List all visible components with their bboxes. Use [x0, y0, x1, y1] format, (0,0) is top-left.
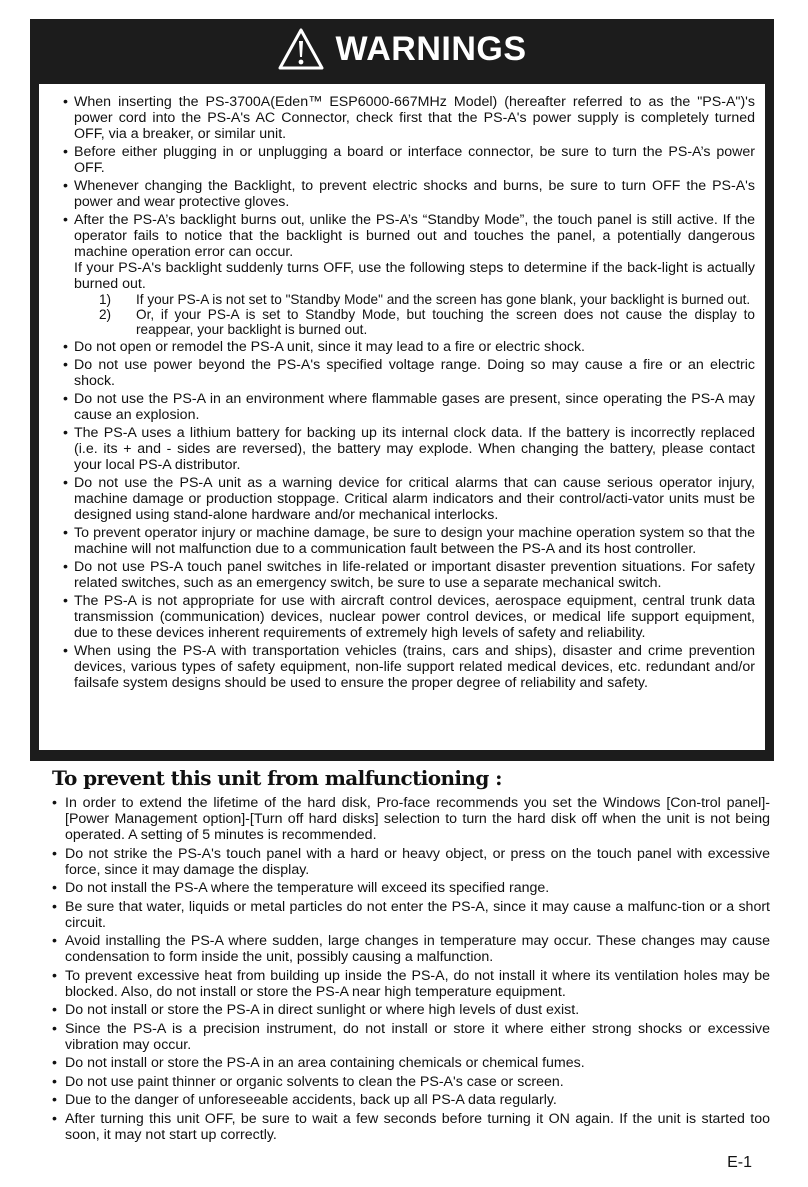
warning-sub-item-number: 1): [99, 292, 112, 307]
malfunction-item: [52, 1002, 770, 1018]
malfunction-item-text: Avoid installing the PS-A where sudden, large changes in temperature may occur. These changes may cause condensation to form inside the unit, possibly causing a malfunction.: [65, 933, 770, 965]
malfunction-item-text: Do not install or store the PS-A in direct sunlight or where high levels of dust exist.: [65, 1002, 580, 1018]
warnings-panel: [30, 19, 774, 761]
warnings-list: [53, 94, 755, 691]
malfunction-item-text: Do not install or store the PS-A in an area containing chemicals or chemical fumes.: [65, 1055, 585, 1071]
warnings-title: WARNINGS: [335, 29, 527, 68]
warning-sub-item-number: 2): [99, 307, 112, 322]
warning-item-text: Do not use the PS-A in an environment where flammable gases are present, since operating the PS-A may cause an explosion.: [74, 391, 755, 423]
malfunction-item: [52, 1111, 770, 1143]
malfunction-section-title: To prevent this unit from malfunctioning :: [52, 766, 502, 790]
warning-item: [53, 212, 755, 337]
warnings-header: [30, 19, 774, 79]
warning-item: [53, 339, 755, 355]
warning-sub-list: [74, 292, 755, 337]
warning-item-text: Do not use PS-A touch panel switches in life-related or important disaster prevention situations. For safety related switches, such as an emergency switch, be sure to use a separate mechanical switch.: [74, 559, 755, 591]
warning-item: [53, 643, 755, 691]
malfunction-item-text: In order to extend the lifetime of the hard disk, Pro-face recommends you set the Windows [Con-trol panel]-[Power Management option]-[Turn off hard disks] selection to turn the hard disk off when the unit is not being operated. A setting of 5 minutes is recommended.: [65, 795, 770, 843]
warning-item-text: To prevent operator injury or machine damage, be sure to design your machine operation system so that the machine will not malfunction due to a communication fault between the PS-A and its host controller.: [74, 525, 755, 557]
malfunction-item: [52, 1055, 770, 1071]
malfunction-item-text: Since the PS-A is a precision instrument, do not install or store it where either strong shocks or excessive vibration may occur.: [65, 1020, 770, 1053]
malfunction-item: [52, 880, 770, 896]
warning-item: [53, 593, 755, 641]
warning-item-text: The PS-A uses a lithium battery for backing up its internal clock data. If the battery is incorrectly replaced (i.e. its + and - sides are reversed), the battery may explode. When changing the battery, please contact your local PS-A distributor.: [74, 425, 755, 473]
malfunction-item: [52, 1021, 770, 1053]
malfunction-item: [52, 1092, 770, 1108]
warning-item: [53, 475, 755, 523]
warning-sub-item: [74, 307, 755, 337]
warning-item: [53, 425, 755, 473]
malfunction-item: [52, 968, 770, 1000]
malfunction-item-text: Do not install the PS-A where the temperature will exceed its specified range.: [65, 880, 550, 896]
warning-sub-item: [74, 292, 755, 307]
warning-item: [53, 559, 755, 591]
malfunction-item-text: Do not strike the PS-A's touch panel with a hard or heavy object, or press on the touch panel with excessive force, since it may damage the display.: [65, 845, 770, 878]
malfunction-item-text: Due to the danger of unforeseeable accidents, back up all PS-A data regularly.: [65, 1092, 557, 1108]
malfunction-item: [52, 899, 770, 931]
malfunction-item-text: After turning this unit OFF, be sure to wait a few seconds before turning it ON again. If the unit is started too soon, it may not start up correctly.: [65, 1110, 770, 1143]
malfunction-item-text: Be sure that water, liquids or metal particles do not enter the PS-A, since it may cause a malfunc-tion or a short circuit.: [65, 898, 770, 931]
warning-item: [53, 357, 755, 389]
warning-item: [53, 178, 755, 210]
warning-item-text: When inserting the PS-3700A(Eden™ ESP6000-667MHz Model) (hereafter referred to as the "PS-A")'s power cord into the PS-A's AC Connector, check first that the PS-A's power supply is completely turned OFF, via a breaker, or similar unit.: [74, 94, 755, 142]
malfunction-item-text: Do not use paint thinner or organic solvents to clean the PS-A's case or screen.: [65, 1073, 564, 1090]
warning-item-text: Before either plugging in or unplugging a board or interface connector, be sure to turn the PS-A’s power OFF.: [74, 144, 755, 176]
page-number: E-1: [727, 1154, 752, 1171]
malfunction-item-text: To prevent excessive heat from building up inside the PS-A, do not install it where its ventilation holes may be blocked. Also, do not install or store the PS-A near high temperature equipment.: [65, 967, 770, 1000]
warning-item-text: Do not use the PS-A unit as a warning device for critical alarms that can cause serious operator injury, machine damage or production stoppage. Critical alarm indicators and their control/acti-vator units must be designed using stand-alone hardware and/or mechanical interlocks.: [74, 475, 755, 523]
malfunction-list: [52, 795, 770, 1145]
malfunction-item: [52, 795, 770, 843]
warnings-body: [37, 82, 767, 752]
warning-item-text: When using the PS-A with transportation vehicles (trains, cars and ships), disaster and crime prevention devices, various types of safety equipment, non-life support related medical devices, etc. redundant and/or failsafe system designs should be used to ensure the proper degree of reliability and safety.: [74, 643, 755, 691]
warning-triangle-icon: [278, 27, 324, 71]
warning-item: [53, 144, 755, 176]
warning-sub-item-text: If your PS-A is not set to "Standby Mode" and the screen has gone blank, your backlight is burned out.: [136, 292, 751, 307]
warning-item-text: Do not open or remodel the PS-A unit, since it may lead to a fire or electric shock.: [74, 339, 585, 355]
malfunction-item: [52, 846, 770, 878]
warning-item-text: Do not use power beyond the PS-A's specified voltage range. Doing so may cause a fire or an electric shock.: [74, 357, 755, 389]
warning-sub-item-text: Or, if your PS-A is set to Standby Mode, but touching the screen does not cause the display to reappear, your backlight is burned out.: [136, 307, 755, 337]
warning-item: [53, 391, 755, 423]
warning-item-text: The PS-A is not appropriate for use with aircraft control devices, aerospace equipment, central trunk data transmission (communication) devices, nuclear power control devices, or medical life support equipment, due to these devices inherent requirements of extremely high levels of safety and reliability.: [74, 593, 755, 641]
warning-item-extra-text: If your PS-A's backlight suddenly turns OFF, use the following steps to determine if the back-light is actually burned out.: [74, 260, 755, 292]
warning-item-text: After the PS-A’s backlight burns out, unlike the PS-A’s “Standby Mode”, the touch panel is still active. If the operator fails to notice that the backlight is burned out and touches the panel, a potentially dangerous machine operation error can occur.: [74, 212, 755, 260]
malfunction-item: [52, 933, 770, 965]
warning-item-text: Whenever changing the Backlight, to prevent electric shocks and burns, be sure to turn OFF the PS-A's power and wear protective gloves.: [74, 178, 755, 210]
warning-item: [53, 525, 755, 557]
malfunction-item: [52, 1074, 770, 1090]
warning-item: [53, 94, 755, 142]
